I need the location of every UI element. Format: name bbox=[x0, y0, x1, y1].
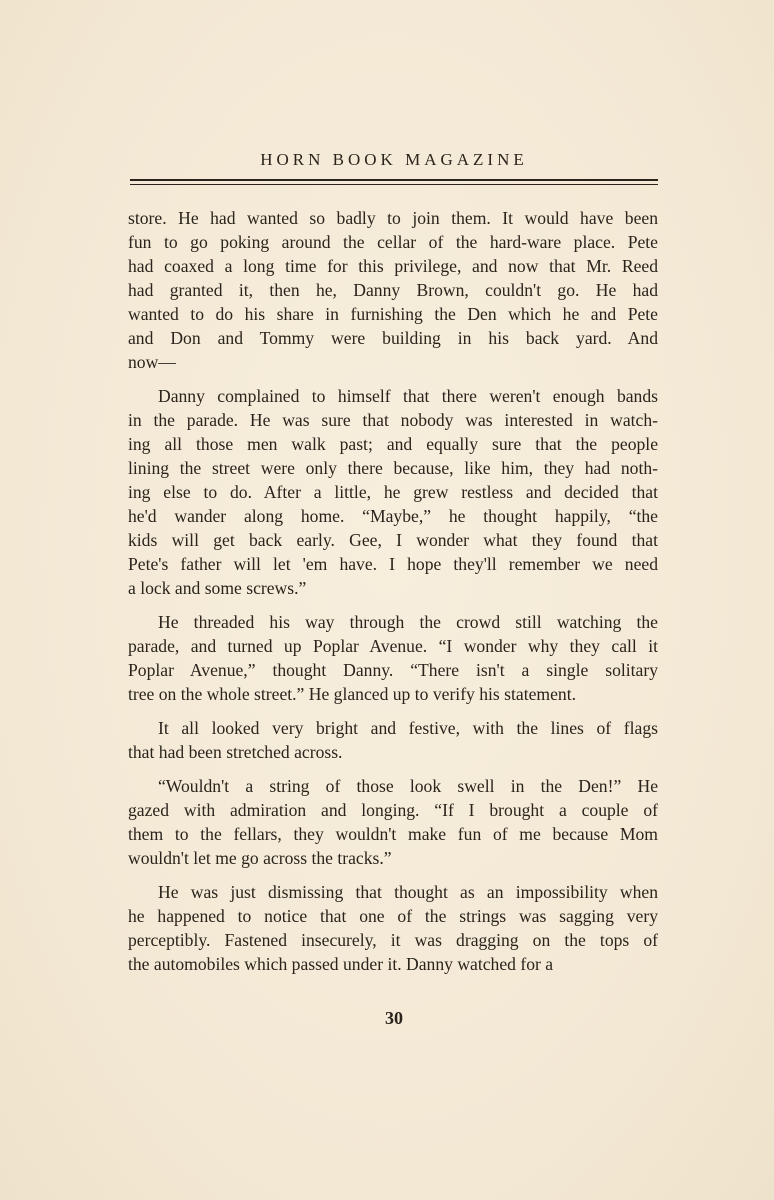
text-line: tree on the whole street.” He glanced up to verify his statement. bbox=[128, 684, 576, 704]
text-line: It all looked very bright and festive, with the lines of flags bbox=[158, 718, 658, 738]
text-line: store. He had wanted so badly to join them. It would have been bbox=[128, 208, 658, 228]
text-line: ing else to do. After a little, he grew restless and decided that bbox=[128, 482, 658, 502]
paragraph-gap bbox=[128, 374, 658, 384]
paragraph bbox=[128, 384, 658, 600]
text-line: had granted it, then he, Danny Brown, couldn't go. He had bbox=[128, 280, 658, 300]
paragraph-gap bbox=[128, 706, 658, 716]
body-text bbox=[128, 206, 658, 976]
running-head: HORN BOOK MAGAZINE bbox=[260, 150, 528, 169]
text-line: kids will get back early. Gee, I wonder what they found that bbox=[128, 530, 658, 550]
text-line: fun to go poking around the cellar of the hard-ware place. Pete bbox=[128, 232, 658, 252]
text-line: wanted to do his share in furnishing the Den which he and Pete bbox=[128, 304, 658, 324]
text-line: gazed with admiration and longing. “If I brought a couple of bbox=[128, 800, 658, 820]
text-line: ing all those men walk past; and equally sure that the people bbox=[128, 434, 658, 454]
text-line: Danny complained to himself that there weren't enough bands bbox=[158, 386, 658, 406]
paragraph-gap bbox=[128, 870, 658, 880]
text-line: had coaxed a long time for this privilege, and now that Mr. Reed bbox=[128, 256, 658, 276]
text-line: He was just dismissing that thought as an impossibility when bbox=[158, 882, 658, 902]
text-line: the automobiles which passed under it. Danny watched for a bbox=[128, 954, 554, 974]
text-line: lining the street were only there because, like him, they had noth- bbox=[128, 458, 658, 478]
page-number: 30 bbox=[385, 1008, 403, 1028]
text-line: Poplar Avenue,” thought Danny. “There isn't a single solitary bbox=[128, 660, 658, 680]
paragraph-gap bbox=[128, 600, 658, 610]
text-line: perceptibly. Fastened insecurely, it was dragging on the tops of bbox=[128, 930, 658, 950]
text-line: “Wouldn't a string of those look swell in the Den!” He bbox=[158, 776, 658, 796]
text-line: and Don and Tommy were building in his back yard. And bbox=[128, 328, 658, 348]
header-rule-thin bbox=[130, 184, 658, 185]
text-line: Pete's father will let 'em have. I hope they'll remember we need bbox=[128, 554, 658, 574]
text-line: them to the fellars, they wouldn't make fun of me because Mom bbox=[128, 824, 658, 844]
paragraph bbox=[128, 610, 658, 706]
paragraph bbox=[128, 880, 658, 976]
text-line: he'd wander along home. “Maybe,” he thought happily, “the bbox=[128, 506, 658, 526]
text-line: a lock and some screws.” bbox=[128, 578, 307, 598]
text-line: now— bbox=[128, 352, 176, 372]
header-rule-thick bbox=[130, 179, 658, 181]
paragraph bbox=[128, 716, 658, 764]
text-line: parade, and turned up Poplar Avenue. “I wonder why they call it bbox=[128, 636, 658, 656]
text-line: wouldn't let me go across the tracks.” bbox=[128, 848, 392, 868]
text-line: that had been stretched across. bbox=[128, 742, 343, 762]
paragraph-gap bbox=[128, 764, 658, 774]
text-line: He threaded his way through the crowd still watching the bbox=[158, 612, 658, 632]
paragraph bbox=[128, 206, 658, 374]
text-line: he happened to notice that one of the strings was sagging very bbox=[128, 906, 658, 926]
paragraph bbox=[128, 774, 658, 870]
text-line: in the parade. He was sure that nobody was interested in watch- bbox=[128, 410, 658, 430]
